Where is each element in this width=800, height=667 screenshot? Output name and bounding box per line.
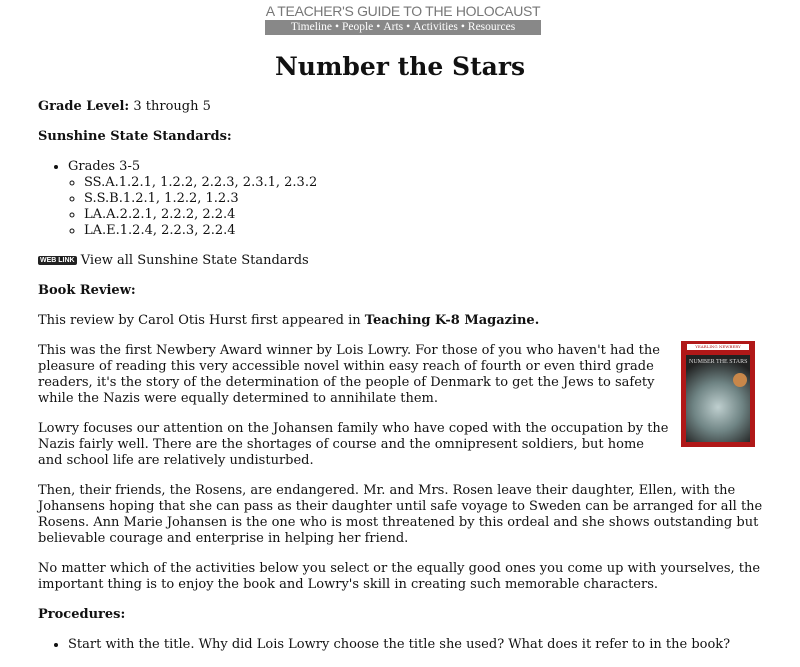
site-header (265, 3, 541, 35)
newbery-seal-icon (733, 373, 747, 387)
standard-item: ◦ LA.A.2.2.1, 2.2.2, 2.2.4 (84, 207, 763, 223)
page-title: Number the Stars (274, 52, 526, 81)
web-link-icon: WEB LINK (40, 257, 75, 264)
standards-group (68, 159, 763, 239)
standards-heading (38, 129, 763, 145)
standards-heading-text: Sunshine State Standards: (38, 129, 232, 144)
standards-group-label: Grades 3-5 (68, 159, 141, 174)
grade-level (38, 99, 763, 115)
standards-list (38, 159, 763, 239)
nav-separator: • (406, 21, 411, 33)
nav-resources[interactable]: Resources (467, 21, 516, 33)
review-intro (38, 313, 763, 329)
grade-label: Grade Level: (38, 99, 130, 114)
review-source: Teaching K-8 Magazine. (364, 313, 540, 328)
review-paragraph: Lowry focuses our attention on the Johansen family who have coped with the occupation by the Nazis fairly well. There are the shortages of course and the omnipresent soldiers, but home and school life are relatively undisturbed. (38, 421, 669, 468)
review-heading (38, 283, 763, 299)
grade-value: 3 through 5 (133, 99, 211, 114)
cover-title: NUMBER THE STARS (689, 359, 748, 365)
nav-arts[interactable]: Arts (383, 21, 404, 33)
nav-activities[interactable]: Activities (413, 21, 458, 33)
nav-people[interactable]: People (341, 21, 374, 33)
procedures-list (38, 637, 763, 653)
view-standards-link[interactable]: View all Sunshine State Standards (80, 253, 309, 268)
nav-separator: • (376, 21, 381, 33)
review-paragraph: No matter which of the activities below you select or the equally good ones you come up with yourselves, the important thing is to enjoy the book and Lowry's skill in creating such memorable characters. (38, 561, 761, 592)
procedures-heading-text: Procedures: (38, 607, 126, 622)
procedure-item: • Start with the title. Why did Lois Lowry choose the title she used? What does it refer to in the book? (68, 637, 763, 653)
site-title[interactable]: A TEACHER'S GUIDE TO THE HOLOCAUST (265, 3, 541, 19)
nav-timeline[interactable]: Timeline (290, 21, 332, 33)
cover-art (686, 355, 750, 442)
cover-banner: YEARLING NEWBERY (687, 344, 749, 350)
site-nav (265, 20, 541, 35)
review-paragraph: This was the first Newbery Award winner by Lois Lowry. For those of you who haven't had the pleasure of reading this very accessible novel within easy reach of fourth or even third grade readers, it's the story of the determination of the people of Denmark to get the Jews to safety while the Nazis were equally determined to annihilate them. (38, 343, 660, 406)
standard-item: ◦ SS.A.1.2.1, 1.2.2, 2.2.3, 2.3.1, 2.3.2 (84, 175, 763, 191)
review-paragraph: Then, their friends, the Rosens, are endangered. Mr. and Mrs. Rosen leave their daughter, Ellen, with the Johansens hoping that she can pass as their daughter until safe voyage to Sweden can be arranged for all the Rosens. Ann Marie Johansen is the one who is most threatened by this ordeal and she shows outstanding but believable courage and enterprise in helping her friend. (38, 483, 763, 546)
procedures-heading (38, 607, 763, 623)
standards-link-row (38, 253, 763, 269)
standard-item: ◦ S.S.B.1.2.1, 1.2.2, 1.2.3 (84, 191, 763, 207)
review-intro-text: This review by Carol Otis Hurst first appeared in (38, 313, 365, 328)
review-heading-text: Book Review: (38, 283, 136, 298)
content (38, 99, 763, 667)
nav-separator: • (334, 21, 339, 33)
book-cover-image (681, 341, 755, 447)
nav-separator: • (460, 21, 465, 33)
standard-item: ◦ LA.E.1.2.4, 2.2.3, 2.2.4 (84, 223, 763, 239)
